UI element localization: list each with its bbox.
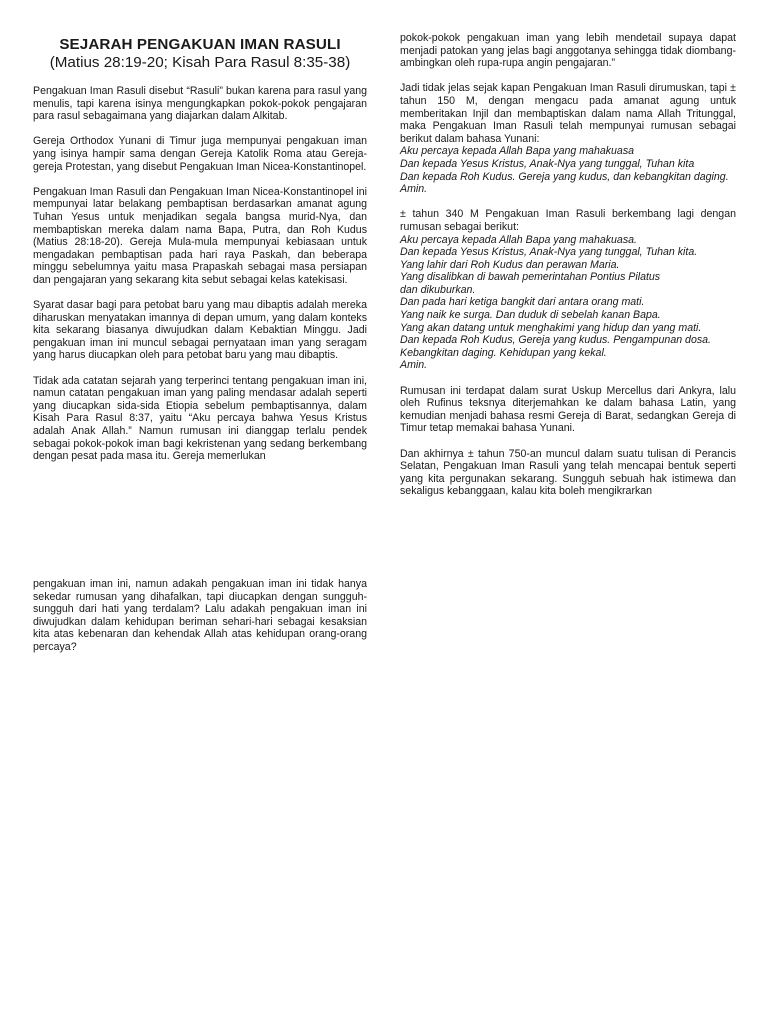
creed-340-line: Dan kepada Roh Kudus, Gereja yang kudus. Pengampunan dosa. — [400, 334, 711, 347]
paragraph-closing-question: pengakuan iman ini, namun adakah pengakuan iman ini tidak hanya sekedar rumusan yang dihafalkan, tapi diucapkan dengan sungguh-sungguh dari hati yang terdalam? Lalu adakah pengakuan iman ini diwujudkan dalam kehidupan beriman sehari-hari sebagai kesaksian kita atas kebenaran dan kehendak Allah atas kehidupan orang-orang percaya? — [33, 578, 367, 653]
paragraph-mercellus-rufinus: Rumusan ini terdapat dalam surat Uskup Mercellus dari Ankyra, lalu oleh Rufinus teksnya diterjemahkan ke dalam bahasa Latin, yang kemudian menjadi bahasa resmi Gereja di Barat, sedangkan Gereja di Timur tetap memakai bahasa Yunani. — [400, 384, 736, 435]
paragraph-baptism-background: Pengakuan Iman Rasuli dan Pengakuan Iman Nicea-Konstantinopel ini mempunyai latar belakang pembaptisan berdasarkan amanat agung Tuhan Yesus untuk menjadikan segala bangsa murid-Nya, dan membaptiskan mereka dalam nama Bapa, Putra, dan Roh Kudus (Matius 28:18-20). Gereja Mula-mula mempunyai kebiasaan untuk mengadakan pembaptisan pada hari raya Paskah, dan beberapa minggu sebelumnya yaitu masa Prapaskah sebagai masa persiapan dan pengajaran yang sekarang kita sebut sebagai kelas katekisasi. — [33, 185, 367, 286]
paragraph-apostles-creed-name: Pengakuan Iman Rasuli disebut “Rasuli” bukan karena para rasul yang menulis, tapi karena isinya mengungkapkan pokok-pokok pengajaran para rasul sebagaimana yang diajarkan dalam Alkitab. — [33, 85, 367, 123]
document-subtitle: (Matius 28:19-20; Kisah Para Rasul 8:35-38) — [49, 54, 351, 71]
creed-340-line: Amin. — [400, 359, 428, 372]
creed-150-line: Aku percaya kepada Allah Bapa yang mahakuasa — [400, 145, 635, 158]
right-column — [400, 32, 736, 511]
creed-150-line: Dan kepada Yesus Kristus, Anak-Nya yang tunggal, Tuhan kita — [400, 157, 695, 170]
creed-340-line: Aku percaya kepada Allah Bapa yang mahakuasa. — [400, 233, 637, 246]
creed-340-line: Dan pada hari ketiga bangkit dari antara orang mati. — [400, 296, 645, 309]
paragraph-history-record: Tidak ada catatan sejarah yang terperinci tentang pengakuan iman ini, namun catatan pengakuan iman yang paling mendasar adalah seperti yang diucapkan sida-sida Etiopia sebelum pembaptisannya, dalam Kisah Para Rasul 8:37, yaitu “Aku percaya bahwa Yesus Kristus adalah Anak Allah.” Namun rumusan ini dianggap terlalu pendek sebagai pokok-pokok iman bagi kekristenan yang sedang berkembang dengan pesat pada masa itu. Gereja memerlukan — [33, 374, 367, 463]
paragraph-baptism-requirement: Syarat dasar bagi para petobat baru yang mau dibaptis adalah mereka diharuskan menyatakan imannya di depan umum, yang dalam konteks kita sekarang biasanya diwujudkan dalam Kebaktian Minggu. Jadi pengakuan iman ini muncul sebagai pernyataan iman yang seragam yang harus diucapkan oleh para petobat baru yang mau dibaptis. — [33, 299, 367, 362]
creed-150-section — [400, 82, 736, 195]
creed-340-line: dan dikuburkan. — [400, 283, 476, 296]
left-column — [33, 32, 367, 475]
creed-150-line: Dan kepada Roh Kudus. Gereja yang kudus, dan kebangkitan daging. Amin. — [400, 170, 729, 196]
creed-340-line: Kebangkitan daging. Kehidupan yang kekal. — [400, 346, 607, 359]
creed-340-line: Yang disalibkan di bawah pemerintahan Pontius Pilatus — [400, 271, 661, 284]
creed-340-intro: ± tahun 340 M Pengakuan Iman Rasuli berkembang lagi dengan rumusan sebagai berikut: — [400, 208, 736, 233]
paragraph-orthodox-church: Gereja Orthodox Yunani di Timur juga mempunyai pengakuan iman yang isinya hampir sama dengan Gereja Katolik Roma atau Gereja-gereja Protestan, yang disebut Pengakuan Iman Nicea-Konstantinopel. — [33, 135, 367, 173]
left-column-bottom — [33, 578, 367, 666]
creed-340-line: Dan kepada Yesus Kristus, Anak-Nya yang tunggal, Tuhan kita. — [400, 246, 698, 259]
creed-340-section — [400, 208, 736, 372]
creed-340-line: Yang akan datang untuk menghakimi yang hidup dan yang mati. — [400, 321, 702, 334]
creed-340-line: Yang naik ke surga. Dan duduk di sebelah kanan Bapa. — [400, 309, 661, 322]
creed-340-line: Yang lahir dari Roh Kudus dan perawan Maria. — [400, 258, 620, 271]
document-title: SEJARAH PENGAKUAN IMAN RASULI — [59, 36, 341, 53]
paragraph-year-750: Dan akhirnya ± tahun 750-an muncul dalam suatu tulisan di Perancis Selatan, Pengakuan Iman Rasuli yang telah mencapai bentuk seperti yang kita pergunakan sekarang. Sungguh sebuah hak istimewa dan sekaligus kebanggaan, kalau kita boleh mengikrarkan — [400, 447, 736, 498]
creed-150-intro: Jadi tidak jelas sejak kapan Pengakuan Iman Rasuli dirumuskan, tapi ± tahun 150 M, dengan mengacu pada amanat agung untuk memberitakan Injil dan membaptiskan dalam nama Allah Tritunggal, maka Pengakuan Iman Rasuli telah mempunyai rumusan sebagai berikut dalam bahasa Yunani: — [400, 82, 736, 145]
paragraph-continuation: pokok-pokok pengakuan iman yang lebih mendetail supaya dapat menjadi patokan yang jelas bagi anggotanya sehingga tidak diombang-ambingkan oleh rupa-rupa angin pengajaran.” — [400, 32, 736, 70]
